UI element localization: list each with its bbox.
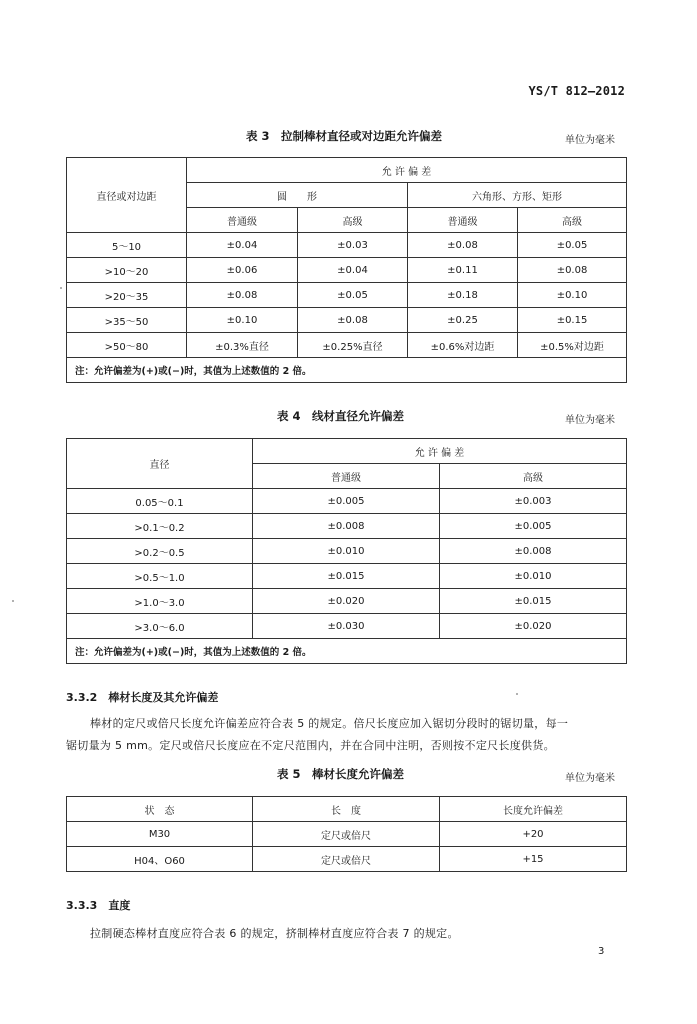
table-cell: ±0.020	[440, 614, 627, 639]
table-row	[67, 614, 627, 639]
table-row	[67, 589, 627, 614]
table-cell: +20	[440, 822, 627, 847]
table-cell: ±0.10	[518, 283, 627, 308]
table-cell: ±0.11	[408, 258, 518, 283]
table-cell: ±0.08	[518, 258, 627, 283]
table-cell: >10～20	[67, 258, 187, 283]
table-cell: 定尺或倍尺	[253, 822, 440, 847]
table-cell: ±0.3%直径	[187, 333, 298, 358]
table3-sub-header: 高级	[518, 208, 627, 233]
table5	[66, 796, 627, 872]
section-332-paragraph-line2: 锯切量为 5 mm。定尺或倍尺长度应在不定尺范围内，并在合同中注明，否则按不定尺长度供货。	[66, 739, 555, 752]
page-number: 3	[598, 946, 605, 957]
table-cell: 5～10	[67, 233, 187, 258]
table4-allowed-header: 允 许 偏 差	[253, 439, 627, 464]
table-cell: ±0.25%直径	[298, 333, 408, 358]
table-cell: >0.2～0.5	[67, 539, 253, 564]
table-row	[67, 514, 627, 539]
table3-caption: 表 3 拉制棒材直径或对边距允许偏差	[246, 129, 443, 143]
table-cell: ±0.03	[298, 233, 408, 258]
table3	[66, 157, 627, 383]
table-row	[67, 333, 627, 358]
table-cell: 0.05～0.1	[67, 489, 253, 514]
table-cell: ±0.08	[187, 283, 298, 308]
table-cell: ±0.010	[253, 539, 440, 564]
table3-sub-header: 普通级	[408, 208, 518, 233]
section-332-heading: 3.3.2 棒材长度及其允许偏差	[66, 691, 219, 704]
table-cell: ±0.06	[187, 258, 298, 283]
table-cell: ±0.010	[440, 564, 627, 589]
table3-unit: 单位为毫米	[565, 135, 615, 146]
table-cell: ±0.04	[187, 233, 298, 258]
scan-speck	[12, 600, 14, 602]
table4-note: 注：允许偏差为(+)或(−)时，其值为上述数值的 2 倍。	[67, 639, 627, 664]
table4-sub-header: 高级	[440, 464, 627, 489]
table-cell: ±0.15	[518, 308, 627, 333]
table-cell: ±0.015	[253, 564, 440, 589]
table5-header: 长度允许偏差	[440, 797, 627, 822]
table-cell: ±0.5%对边距	[518, 333, 627, 358]
table4-caption: 表 4 线材直径允许偏差	[277, 409, 405, 423]
table-cell: >50～80	[67, 333, 187, 358]
scan-speck	[60, 287, 62, 289]
table3-rowhead: 直径或对边距	[67, 158, 187, 233]
table-cell: ±0.005	[440, 514, 627, 539]
table-row	[67, 847, 627, 872]
table-cell: ±0.05	[518, 233, 627, 258]
scan-speck	[516, 693, 518, 695]
table3-group-round: 圆 形	[187, 183, 408, 208]
table-row	[67, 258, 627, 283]
table-cell: >3.0～6.0	[67, 614, 253, 639]
table-cell: >0.5～1.0	[67, 564, 253, 589]
table-cell: >35～50	[67, 308, 187, 333]
table-cell: M30	[67, 822, 253, 847]
table3-sub-header: 高级	[298, 208, 408, 233]
table-cell: ±0.25	[408, 308, 518, 333]
table-row	[67, 489, 627, 514]
table-cell: ±0.030	[253, 614, 440, 639]
table-row	[67, 564, 627, 589]
section-333-heading: 3.3.3 直度	[66, 899, 131, 912]
table-cell: ±0.020	[253, 589, 440, 614]
table4-rowhead: 直径	[67, 439, 253, 489]
table-cell: ±0.08	[298, 308, 408, 333]
table5-header: 状 态	[67, 797, 253, 822]
table-cell: ±0.015	[440, 589, 627, 614]
section-332-paragraph-line1: 棒材的定尺或倍尺长度允许偏差应符合表 5 的规定。倍尺长度应加入锯切分段时的锯切量，每一	[90, 717, 569, 730]
table-cell: ±0.6%对边距	[408, 333, 518, 358]
table-cell: ±0.04	[298, 258, 408, 283]
table-cell: ±0.005	[253, 489, 440, 514]
table-row	[67, 233, 627, 258]
table-cell: ±0.05	[298, 283, 408, 308]
table-row	[67, 308, 627, 333]
table4-sub-header: 普通级	[253, 464, 440, 489]
table-row	[67, 822, 627, 847]
table-cell: ±0.003	[440, 489, 627, 514]
table-row	[67, 283, 627, 308]
section-333-paragraph: 拉制硬态棒材直度应符合表 6 的规定，挤制棒材直度应符合表 7 的规定。	[90, 927, 459, 940]
table3-group-hex: 六角形、方形、矩形	[408, 183, 627, 208]
table5-header: 长 度	[253, 797, 440, 822]
table3-allowed-header: 允 许 偏 差	[187, 158, 627, 183]
table-cell: >0.1～0.2	[67, 514, 253, 539]
table3-note: 注：允许偏差为(+)或(−)时，其值为上述数值的 2 倍。	[67, 358, 627, 383]
table3-sub-header: 普通级	[187, 208, 298, 233]
table-cell: ±0.008	[253, 514, 440, 539]
table-cell: 定尺或倍尺	[253, 847, 440, 872]
table5-unit: 单位为毫米	[565, 773, 615, 784]
table-cell: >20～35	[67, 283, 187, 308]
table-cell: ±0.10	[187, 308, 298, 333]
table-cell: ±0.18	[408, 283, 518, 308]
standard-number: YS/T 812—2012	[528, 84, 625, 98]
table-cell: >1.0～3.0	[67, 589, 253, 614]
table-row	[67, 539, 627, 564]
table4	[66, 438, 627, 664]
table4-unit: 单位为毫米	[565, 415, 615, 426]
table-cell: ±0.008	[440, 539, 627, 564]
table-cell: ±0.08	[408, 233, 518, 258]
table-cell: +15	[440, 847, 627, 872]
table-cell: H04、O60	[67, 847, 253, 872]
table5-caption: 表 5 棒材长度允许偏差	[277, 767, 405, 781]
